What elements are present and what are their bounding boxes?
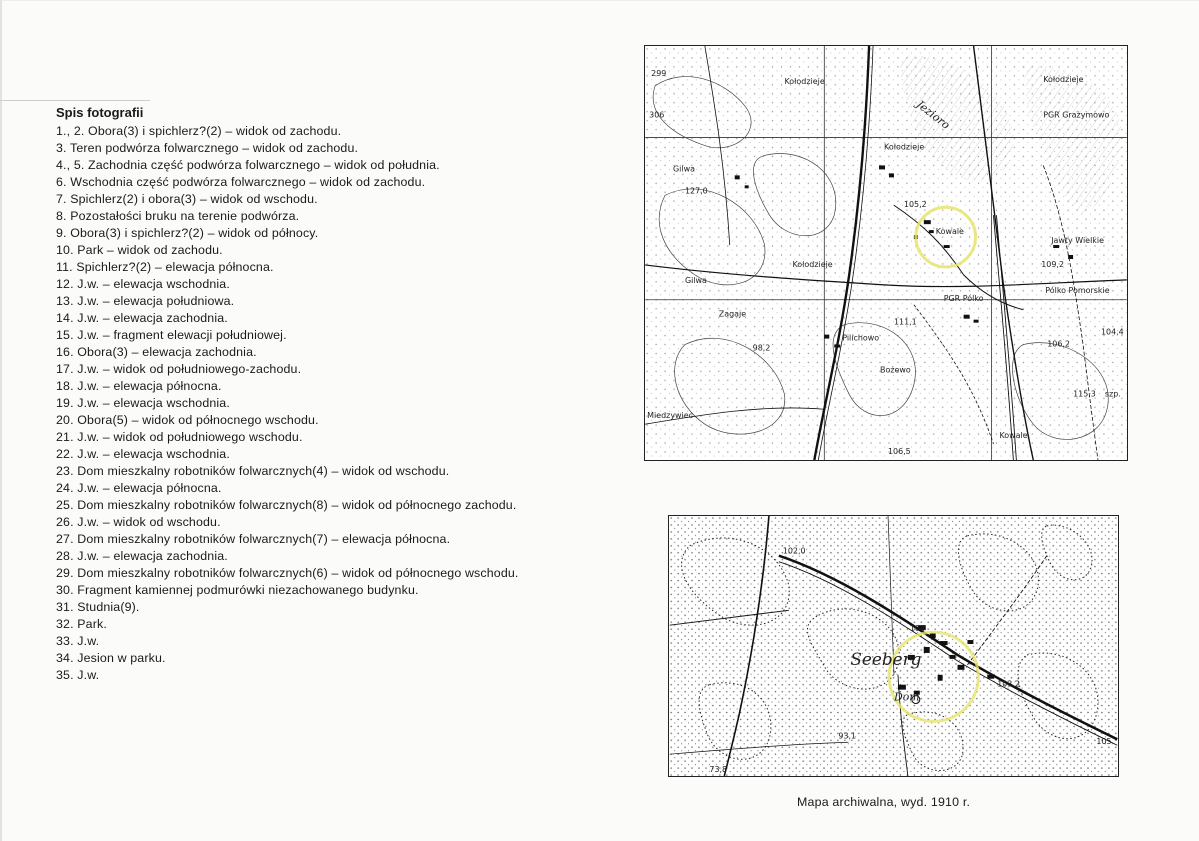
topographic-map-modern-drawing [645, 46, 1127, 460]
map-label: 115,3 [1073, 389, 1096, 399]
map-label: Gilwa [684, 275, 707, 285]
map-label: 93,1 [838, 731, 857, 741]
map-label: Miedzywiec [647, 411, 694, 421]
archival-map-1910 [668, 515, 1119, 777]
map-label: Kołodzieje [1043, 74, 1084, 84]
map-label: 104,4 [1100, 327, 1124, 337]
list-item: 23. Dom mieszkalny robotników folwarcznych(4) – widok od wschodu. [56, 464, 450, 478]
map-label: PGR Grażymowo [1043, 110, 1110, 120]
list-item: 12. J.w. – elewacja wschodnia. [56, 277, 230, 291]
list-item: 16. Obora(3) – elewacja zachodnia. [56, 345, 257, 359]
scan-artifact-line [0, 100, 150, 101]
list-item: 7. Spichlerz(2) i obora(3) – widok od wschodu. [56, 192, 318, 206]
map-label: 105 [1096, 737, 1112, 747]
list-item: 29. Dom mieszkalny robotników folwarcznych(6) – widok od północnego wschodu. [56, 566, 519, 580]
map-label: Zagaje [718, 309, 747, 319]
map-label: Pólko Pomorskie [1045, 285, 1110, 295]
photo-list-title: Spis fotografii [56, 105, 144, 120]
map-caption: Mapa archiwalna, wyd. 1910 r. [797, 795, 971, 809]
map-label: szp. [1104, 389, 1121, 399]
map-label: Jezioro [914, 97, 953, 132]
photo-list [56, 104, 636, 684]
map-label: 73,8 [709, 765, 728, 775]
list-item: 26. J.w. – widok od wschodu. [56, 515, 221, 529]
map-label: 109,2 [1041, 259, 1065, 269]
list-item: 11. Spichlerz?(2) – elewacja północna. [56, 260, 274, 274]
map-label: 103,2 [997, 679, 1020, 689]
map-label: Seeberg [850, 648, 922, 669]
list-item: 33. J.w. [56, 634, 100, 648]
map-label: 299 [651, 68, 667, 78]
map-label: PGR Pólko [943, 293, 984, 303]
list-item: 31. Studnia(9). [56, 600, 140, 614]
map-label: 105,2 [903, 200, 927, 210]
list-item: 20. Obora(5) – widok od północnego wschodu. [56, 413, 319, 427]
map-label: Kowale [999, 431, 1028, 441]
map-label: Dom [893, 690, 920, 704]
list-item: 21. J.w. – widok od południowego wschodu. [56, 430, 303, 444]
list-item: 8. Pozostałości bruku na terenie podwórza. [56, 209, 300, 223]
map-label: 306 [649, 110, 665, 120]
map-label: Kołodzieje [884, 142, 925, 152]
topographic-map-modern [644, 45, 1128, 461]
list-item: 32. Park. [56, 617, 107, 631]
archival-map-1910-drawing [669, 516, 1118, 776]
list-item: 10. Park – widok od zachodu. [56, 243, 223, 257]
map-label: Gilwa [673, 164, 695, 174]
list-item: 17. J.w. – widok od południowego-zachodu. [56, 362, 302, 376]
list-item: 24. J.w. – elewacja północna. [56, 481, 222, 495]
list-item: 4., 5. Zachodnia część podwórza folwarcznego – widok od południa. [56, 158, 440, 172]
map-label: 104 [909, 624, 925, 634]
map-label: Kołodzieje [792, 259, 833, 269]
list-item: 30. Fragment kamiennej podmurówki niezachowanego budynku. [56, 583, 419, 597]
map-label: 106,5 [887, 447, 911, 457]
list-item: 22. J.w. – elewacja wschodnia. [56, 447, 230, 461]
map-label: Kowale [935, 227, 964, 237]
photo-list-items [56, 123, 636, 684]
list-item: 13. J.w. – elewacja południowa. [56, 294, 235, 308]
list-item: 19. J.w. – elewacja wschodnia. [56, 396, 230, 410]
map-label: Pilichowo [842, 333, 880, 343]
map-label: Jawty Wielkie [1051, 236, 1104, 246]
list-item: 3. Teren podwórza folwarcznego – widok od zachodu. [56, 141, 359, 155]
map-label: 111,1 [893, 317, 917, 327]
map-label: 102,0 [782, 546, 806, 556]
list-item: 9. Obora(3) i spichlerz?(2) – widok od północy. [56, 226, 319, 240]
list-item: 35. J.w. [56, 668, 100, 682]
list-item: 1., 2. Obora(3) i spichlerz?(2) – widok od zachodu. [56, 124, 342, 138]
list-item: 34. Jesion w parku. [56, 651, 166, 665]
list-item: 25. Dom mieszkalny robotników folwarcznych(8) – widok od północnego zachodu. [56, 498, 517, 512]
list-item: 6. Wschodnia część podwórza folwarcznego – widok od zachodu. [56, 175, 426, 189]
map-label: 98,2 [752, 343, 771, 353]
list-item: 28. J.w. – elewacja zachodnia. [56, 549, 228, 563]
map-label: 127,0 [684, 186, 708, 196]
list-item: 18. J.w. – elewacja północna. [56, 379, 222, 393]
list-item: 27. Dom mieszkalny robotników folwarcznych(7) – elewacja północna. [56, 532, 451, 546]
map-label: 106,2 [1047, 339, 1071, 349]
map-label: Kołodzieje [784, 76, 825, 86]
map-label: Bożewo [880, 365, 911, 375]
list-item: 15. J.w. – fragment elewacji południowej. [56, 328, 287, 342]
list-item: 14. J.w. – elewacja zachodnia. [56, 311, 228, 325]
